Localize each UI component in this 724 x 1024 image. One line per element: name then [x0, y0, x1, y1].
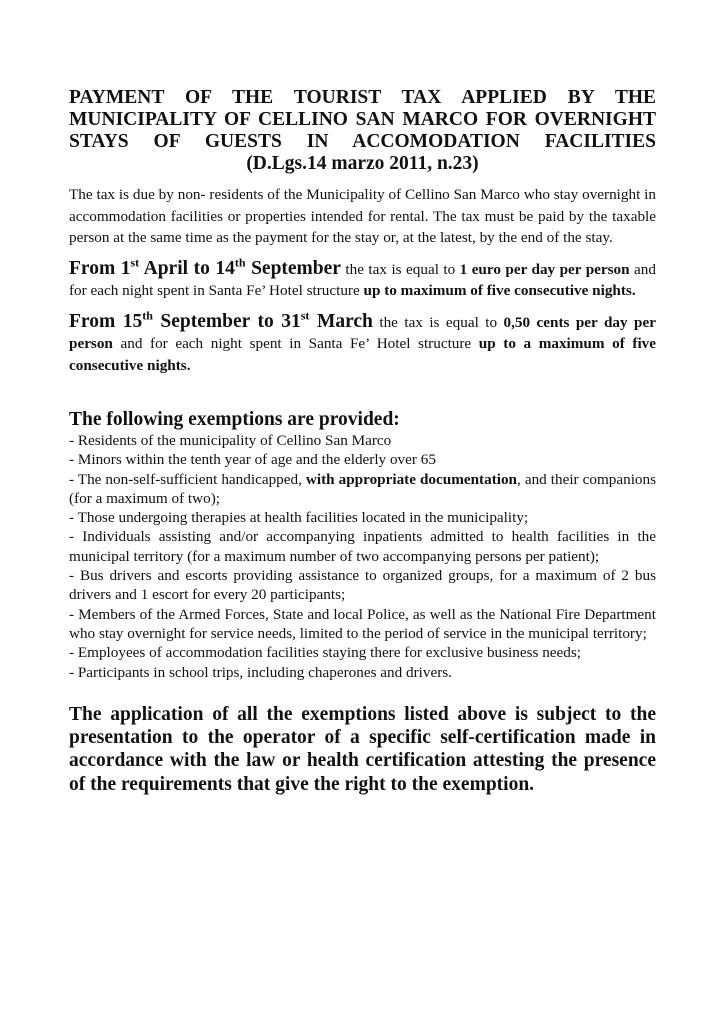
- period-winter-limit: up to a maximum of five consecutive nights.: [69, 335, 656, 374]
- closing-paragraph: The application of all the exemptions listed above is subject to the presentation to the operator of a specific self-certification made in accordance with the law or health certification attesting the presence of the requirements that give the right to the exemption.: [69, 703, 656, 795]
- period-winter-rate: 0,50 cents per day per person: [69, 313, 656, 352]
- period-winter-paragraph: From 15th September to 31st March the tax is equal to 0,50 cents per day per person and for each night spent in Santa Fe’ Hotel structure up to a maximum of five consecutive nights.: [69, 308, 656, 374]
- title-line-3: STAYS OF GUESTS IN ACCOMODATION FACILITIES: [69, 131, 656, 152]
- list-item: - Those undergoing therapies at health facilities located in the municipality;: [69, 509, 529, 527]
- exemptions-heading: The following exemptions are provided:: [69, 409, 400, 430]
- list-item: - Residents of the municipality of Cellino San Marco: [69, 432, 392, 449]
- period-summer-heading: From 1st April to 14th September: [69, 255, 341, 279]
- title-line-1: PAYMENT OF THE TOURIST TAX APPLIED BY THE: [69, 87, 656, 108]
- list-item: - Bus drivers and escorts providing assistance to organized groups, for a maximum of 2 bus drivers and 1 escort for every 20 participants;: [69, 567, 656, 604]
- documentation-requirement: with appropriate documentation: [305, 470, 518, 488]
- list-item: - Minors within the tenth year of age and the elderly over 65: [69, 451, 436, 469]
- list-item: - Individuals assisting and/or accompanying inpatients admitted to health facilities in the municipal territory (for a maximum number of two accompanying persons per patient);: [69, 528, 656, 565]
- list-item: - The non-self-sufficient handicapped, with appropriate documentation, and their companions (for a maximum of two);: [69, 470, 657, 507]
- intro-paragraph: The tax is due by non- residents of the Municipality of Cellino San Marco who stay overnight in accommodation facilities or properties intended for rental. The tax must be paid by the taxable person at the same time as the payment for the stay or, at the latest, by the end of the stay.: [69, 186, 656, 246]
- title-law-reference: (D.Lgs.14 marzo 2011, n.23): [246, 153, 479, 174]
- list-item: - Members of the Armed Forces, State and local Police, as well as the National Fire Department who stay overnight for service needs, limited to the period of service in the municipal territory;: [69, 605, 656, 642]
- list-item: - Participants in school trips, including chaperones and drivers.: [69, 663, 452, 681]
- list-item: - Employees of accommodation facilities staying there for exclusive business needs;: [69, 644, 582, 662]
- document-body: [69, 87, 656, 796]
- exemptions-list: [69, 431, 656, 682]
- title-line-2: MUNICIPALITY OF CELLINO SAN MARCO FOR OVERNIGHT: [69, 109, 656, 130]
- period-summer-paragraph: From 1st April to 14th September the tax is equal to 1 euro per day per person and for each night spent in Santa Fe’ Hotel structure up to maximum of five consecutive nights.: [69, 255, 656, 299]
- period-summer-limit: up to maximum of five consecutive nights.: [363, 282, 636, 299]
- period-winter-heading: From 15th September to 31st March: [69, 308, 373, 332]
- document-title: [69, 87, 656, 175]
- period-summer-rate: 1 euro per day per person: [459, 260, 630, 278]
